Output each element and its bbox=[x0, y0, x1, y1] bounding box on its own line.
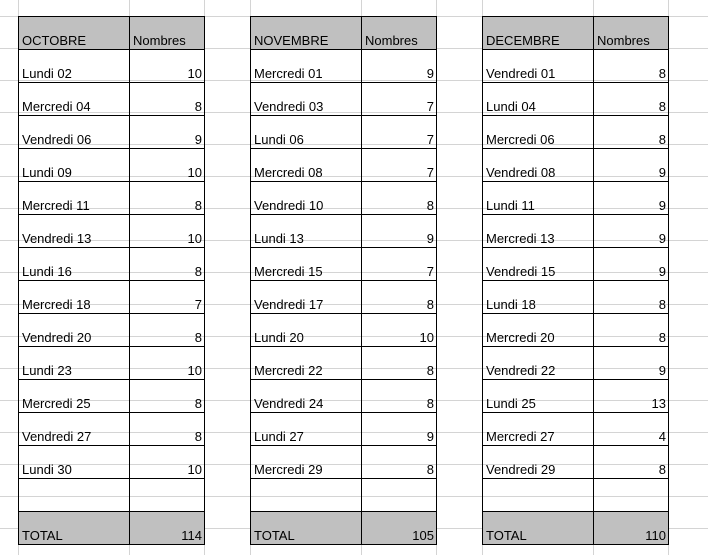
day-cell[interactable]: Vendredi 06 bbox=[19, 116, 130, 149]
day-cell[interactable]: Lundi 11 bbox=[483, 182, 594, 215]
value-cell[interactable]: 13 bbox=[594, 380, 669, 413]
day-cell[interactable] bbox=[19, 479, 130, 512]
value-cell[interactable]: 8 bbox=[594, 281, 669, 314]
total-label-cell[interactable]: TOTAL bbox=[483, 512, 594, 545]
table-row bbox=[483, 347, 669, 380]
value-cell[interactable]: 8 bbox=[362, 446, 437, 479]
table-decembre bbox=[482, 16, 669, 545]
day-cell[interactable]: Mercredi 04 bbox=[19, 83, 130, 116]
day-cell[interactable]: Vendredi 13 bbox=[19, 215, 130, 248]
value-cell[interactable]: 9 bbox=[362, 215, 437, 248]
day-cell[interactable]: Lundi 18 bbox=[483, 281, 594, 314]
table-row bbox=[19, 347, 205, 380]
day-cell[interactable]: Lundi 09 bbox=[19, 149, 130, 182]
value-cell[interactable]: 8 bbox=[594, 83, 669, 116]
day-cell[interactable]: Vendredi 17 bbox=[251, 281, 362, 314]
table-row bbox=[483, 116, 669, 149]
day-cell[interactable]: Vendredi 10 bbox=[251, 182, 362, 215]
value-cell[interactable]: 9 bbox=[594, 215, 669, 248]
value-cell[interactable]: 7 bbox=[130, 281, 205, 314]
total-label-cell[interactable]: TOTAL bbox=[251, 512, 362, 545]
day-cell[interactable]: Lundi 25 bbox=[483, 380, 594, 413]
total-value-cell[interactable]: 114 bbox=[130, 512, 205, 545]
value-cell[interactable]: 8 bbox=[594, 116, 669, 149]
table-row bbox=[251, 380, 437, 413]
empty-row bbox=[483, 479, 669, 512]
day-cell[interactable]: Lundi 23 bbox=[19, 347, 130, 380]
total-row bbox=[251, 512, 437, 545]
table-row bbox=[483, 413, 669, 446]
table-row bbox=[483, 182, 669, 215]
value-cell[interactable]: 8 bbox=[130, 413, 205, 446]
value-cell[interactable]: 8 bbox=[362, 380, 437, 413]
day-cell[interactable]: Vendredi 22 bbox=[483, 347, 594, 380]
value-cell[interactable]: 10 bbox=[130, 446, 205, 479]
value-cell[interactable]: 8 bbox=[362, 347, 437, 380]
value-cell[interactable] bbox=[594, 479, 669, 512]
value-cell[interactable]: 10 bbox=[130, 149, 205, 182]
value-cell[interactable]: 10 bbox=[362, 314, 437, 347]
table-row bbox=[483, 446, 669, 479]
value-cell[interactable]: 9 bbox=[594, 248, 669, 281]
table-row bbox=[251, 248, 437, 281]
value-cell[interactable]: 7 bbox=[362, 83, 437, 116]
value-cell[interactable]: 8 bbox=[130, 380, 205, 413]
day-cell[interactable]: Vendredi 03 bbox=[251, 83, 362, 116]
day-cell[interactable]: Vendredi 27 bbox=[19, 413, 130, 446]
value-cell[interactable]: 8 bbox=[362, 182, 437, 215]
total-value-cell[interactable]: 110 bbox=[594, 512, 669, 545]
table-row bbox=[251, 149, 437, 182]
value-cell[interactable]: 7 bbox=[362, 248, 437, 281]
header-row bbox=[251, 17, 437, 50]
table-row bbox=[251, 50, 437, 83]
month-header-cell[interactable]: OCTOBRE bbox=[19, 17, 130, 50]
value-cell[interactable]: 8 bbox=[594, 50, 669, 83]
day-cell[interactable]: Mercredi 01 bbox=[251, 50, 362, 83]
table-row bbox=[251, 182, 437, 215]
header-row bbox=[483, 17, 669, 50]
day-cell[interactable]: Mercredi 06 bbox=[483, 116, 594, 149]
value-cell[interactable]: 10 bbox=[130, 215, 205, 248]
value-cell[interactable]: 7 bbox=[362, 149, 437, 182]
month-header-cell[interactable]: NOVEMBRE bbox=[251, 17, 362, 50]
table-row bbox=[251, 413, 437, 446]
day-cell[interactable]: Mercredi 20 bbox=[483, 314, 594, 347]
month-header-cell[interactable]: DECEMBRE bbox=[483, 17, 594, 50]
value-cell[interactable]: 9 bbox=[130, 116, 205, 149]
table-row bbox=[251, 314, 437, 347]
value-cell[interactable]: 9 bbox=[362, 413, 437, 446]
day-cell[interactable]: Lundi 02 bbox=[19, 50, 130, 83]
table-row bbox=[19, 446, 205, 479]
table-row bbox=[483, 248, 669, 281]
table-row bbox=[251, 347, 437, 380]
day-cell[interactable]: Lundi 27 bbox=[251, 413, 362, 446]
table-row bbox=[483, 83, 669, 116]
table-row bbox=[19, 50, 205, 83]
header-row bbox=[19, 17, 205, 50]
value-cell[interactable]: 8 bbox=[594, 446, 669, 479]
table-row bbox=[483, 314, 669, 347]
total-row bbox=[483, 512, 669, 545]
table-row bbox=[19, 116, 205, 149]
day-cell[interactable]: Vendredi 15 bbox=[483, 248, 594, 281]
value-cell[interactable] bbox=[362, 479, 437, 512]
table-row bbox=[483, 380, 669, 413]
table-row bbox=[19, 182, 205, 215]
table-novembre bbox=[250, 16, 437, 545]
table-row bbox=[19, 149, 205, 182]
value-cell[interactable]: 9 bbox=[362, 50, 437, 83]
day-cell[interactable]: Mercredi 15 bbox=[251, 248, 362, 281]
day-cell[interactable]: Mercredi 22 bbox=[251, 347, 362, 380]
table-row bbox=[19, 83, 205, 116]
day-cell[interactable]: Vendredi 29 bbox=[483, 446, 594, 479]
day-cell[interactable]: Mercredi 11 bbox=[19, 182, 130, 215]
value-cell[interactable]: 7 bbox=[362, 116, 437, 149]
day-cell[interactable]: Vendredi 24 bbox=[251, 380, 362, 413]
day-cell[interactable]: Lundi 13 bbox=[251, 215, 362, 248]
day-cell[interactable]: Lundi 04 bbox=[483, 83, 594, 116]
table-row bbox=[19, 215, 205, 248]
table-row bbox=[19, 413, 205, 446]
value-cell[interactable]: 8 bbox=[362, 281, 437, 314]
table-octobre bbox=[18, 16, 205, 545]
table-row bbox=[19, 248, 205, 281]
day-cell[interactable] bbox=[251, 479, 362, 512]
column-label-cell[interactable]: Nombres bbox=[130, 17, 205, 50]
day-cell[interactable]: Lundi 16 bbox=[19, 248, 130, 281]
value-cell[interactable]: 8 bbox=[130, 182, 205, 215]
table-row bbox=[251, 446, 437, 479]
value-cell[interactable]: 9 bbox=[594, 347, 669, 380]
value-cell[interactable]: 9 bbox=[594, 182, 669, 215]
value-cell[interactable]: 8 bbox=[130, 248, 205, 281]
table-row bbox=[251, 83, 437, 116]
total-value-cell[interactable]: 105 bbox=[362, 512, 437, 545]
value-cell[interactable]: 8 bbox=[130, 314, 205, 347]
day-cell[interactable]: Mercredi 25 bbox=[19, 380, 130, 413]
value-cell[interactable]: 8 bbox=[130, 83, 205, 116]
value-cell[interactable]: 8 bbox=[594, 314, 669, 347]
table-row bbox=[19, 380, 205, 413]
day-cell[interactable]: Mercredi 27 bbox=[483, 413, 594, 446]
table-row bbox=[251, 215, 437, 248]
table-row bbox=[483, 149, 669, 182]
day-cell[interactable]: Mercredi 13 bbox=[483, 215, 594, 248]
column-label-cell[interactable]: Nombres bbox=[362, 17, 437, 50]
day-cell[interactable]: Mercredi 29 bbox=[251, 446, 362, 479]
day-cell[interactable]: Lundi 06 bbox=[251, 116, 362, 149]
day-cell[interactable]: Lundi 30 bbox=[19, 446, 130, 479]
value-cell[interactable]: 4 bbox=[594, 413, 669, 446]
column-label-cell[interactable]: Nombres bbox=[594, 17, 669, 50]
value-cell[interactable]: 9 bbox=[594, 149, 669, 182]
value-cell[interactable] bbox=[130, 479, 205, 512]
day-cell[interactable]: Mercredi 18 bbox=[19, 281, 130, 314]
empty-row bbox=[251, 479, 437, 512]
empty-row bbox=[19, 479, 205, 512]
table-row bbox=[483, 281, 669, 314]
table-row bbox=[251, 116, 437, 149]
table-row bbox=[19, 314, 205, 347]
table-row bbox=[251, 281, 437, 314]
day-cell[interactable]: Vendredi 20 bbox=[19, 314, 130, 347]
value-cell[interactable]: 10 bbox=[130, 50, 205, 83]
table-row bbox=[483, 50, 669, 83]
value-cell[interactable]: 10 bbox=[130, 347, 205, 380]
day-cell[interactable]: Vendredi 01 bbox=[483, 50, 594, 83]
total-row bbox=[19, 512, 205, 545]
day-cell[interactable] bbox=[483, 479, 594, 512]
day-cell[interactable]: Vendredi 08 bbox=[483, 149, 594, 182]
table-row bbox=[483, 215, 669, 248]
total-label-cell[interactable]: TOTAL bbox=[19, 512, 130, 545]
table-row bbox=[19, 281, 205, 314]
day-cell[interactable]: Lundi 20 bbox=[251, 314, 362, 347]
day-cell[interactable]: Mercredi 08 bbox=[251, 149, 362, 182]
